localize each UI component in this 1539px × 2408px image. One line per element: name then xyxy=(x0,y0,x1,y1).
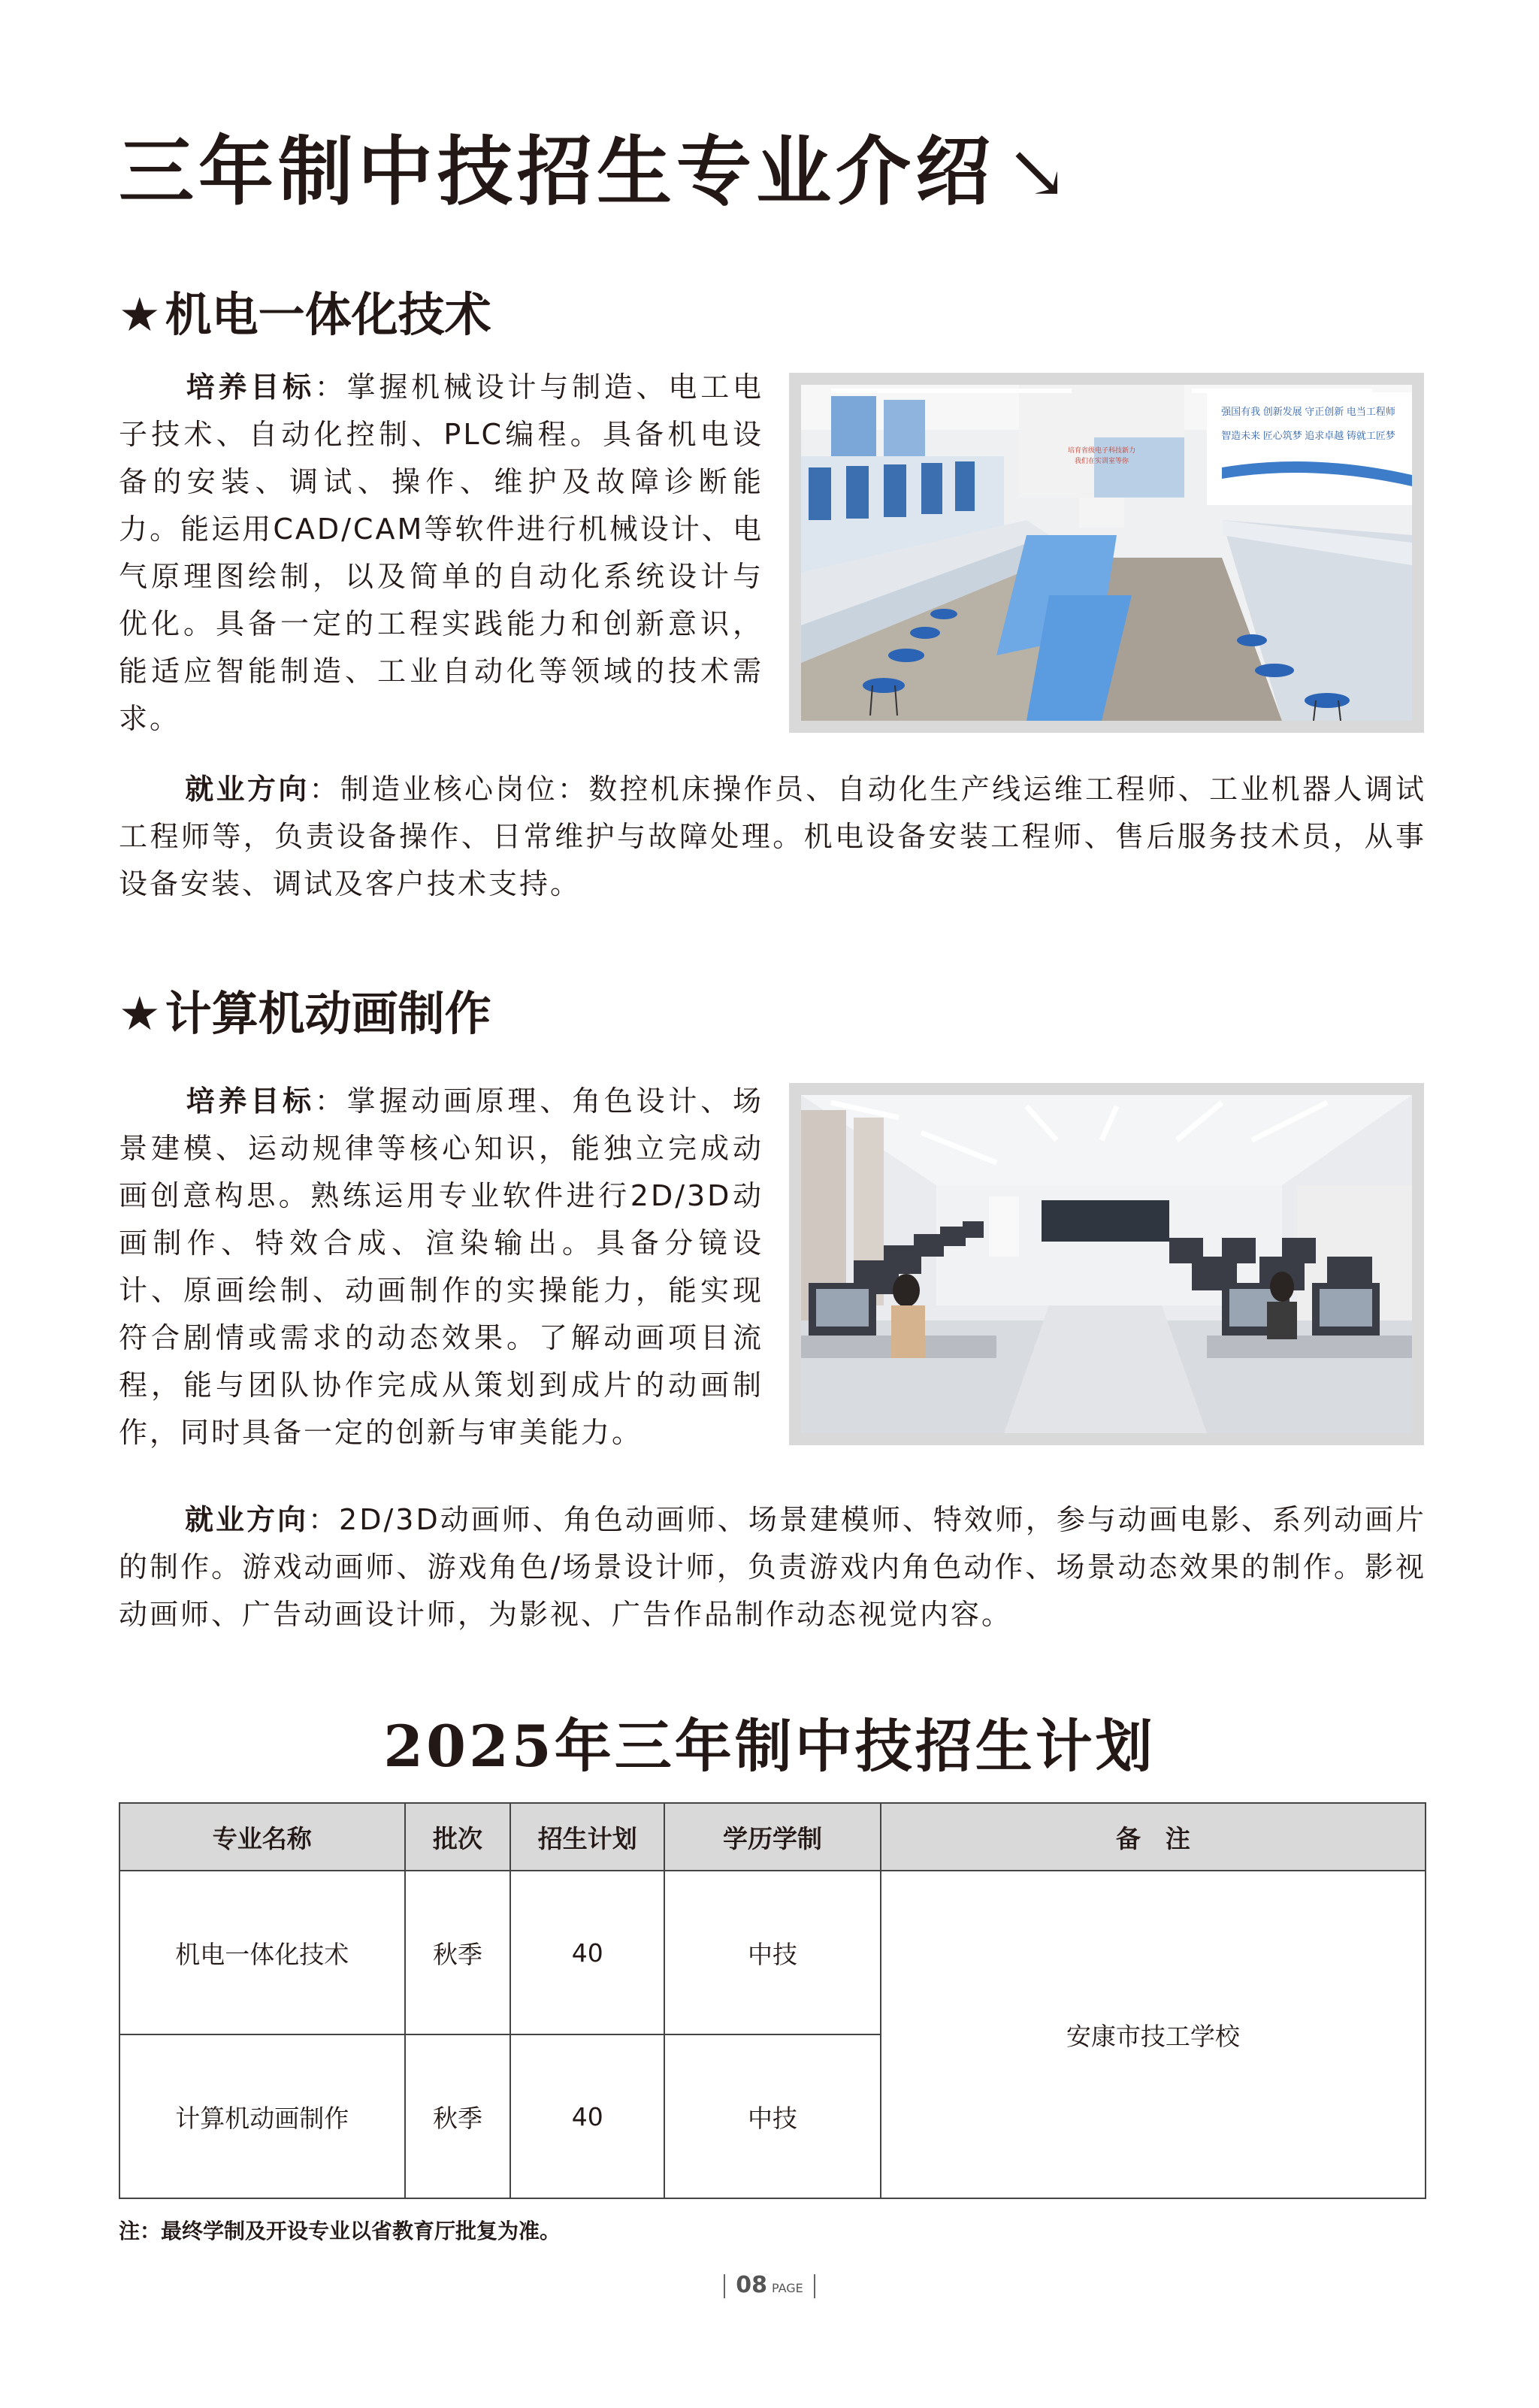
employment-paragraph xyxy=(119,1496,1426,1638)
employment-text: ：制造业核心岗位：数控机床操作员、自动化生产线运维工程师、工业机器人调试工程师等，负责设备操作、日常维护与故障处理。机电设备安装工程师、售后服务技术员，从事设备安装、调试及客户技术支持。 xyxy=(119,773,1426,900)
training-goal-label: 培养目标 xyxy=(185,371,315,404)
quota-cell: 40 xyxy=(510,1871,664,2034)
star-icon: ★ xyxy=(119,287,161,342)
column-header-major: 专业名称 xyxy=(119,1803,405,1871)
page-word: PAGE xyxy=(771,2281,803,2295)
major-cell: 计算机动画制作 xyxy=(119,2034,405,2198)
level-cell: 中技 xyxy=(664,2034,881,2198)
section-heading-mechatronics xyxy=(119,287,491,342)
divider xyxy=(724,2274,725,2298)
level-cell: 中技 xyxy=(664,1871,881,2034)
computer-lab-illustration xyxy=(801,1095,1412,1433)
major-cell: 机电一体化技术 xyxy=(119,1871,405,2034)
lab-banner-2: 智造未来 匠心筑梦 追求卓越 铸就工匠梦 xyxy=(1221,430,1395,441)
training-goal-paragraph xyxy=(119,364,763,743)
footnote: 注：最终学制及开设专业以省教育厅批复为准。 xyxy=(119,2219,561,2243)
column-header-remark: 备 注 xyxy=(881,1803,1426,1871)
batch-cell: 秋季 xyxy=(405,1871,511,2034)
section-heading-animation xyxy=(119,986,491,1041)
page-title-text: 三年制中技招生专业介绍 xyxy=(119,127,995,216)
lab-slogan-2: 我们在实训室等你 xyxy=(1074,457,1129,464)
column-header-quota: 招生计划 xyxy=(510,1803,664,1871)
page-number xyxy=(0,2274,1539,2298)
arrow-down-right-icon: ↘ xyxy=(1005,128,1073,216)
table-header-row xyxy=(119,1803,1426,1871)
training-goal-paragraph xyxy=(119,1078,763,1457)
column-header-batch: 批次 xyxy=(405,1803,511,1871)
training-goal-label: 培养目标 xyxy=(185,1085,315,1118)
computer-lab-photo xyxy=(789,1083,1424,1445)
employment-label: 就业方向 xyxy=(185,1503,309,1536)
enrollment-plan-table xyxy=(119,1802,1426,2199)
page-title xyxy=(119,127,1073,216)
batch-cell: 秋季 xyxy=(405,2034,511,2198)
section-title: 机电一体化技术 xyxy=(165,287,491,342)
lab-banner-1: 强国有我 创新发展 守正创新 电当工程师 xyxy=(1221,406,1395,417)
lab-slogan-1: 培育省级电子科技新力 xyxy=(1067,446,1136,454)
section-title: 计算机动画制作 xyxy=(165,986,491,1041)
quota-cell: 40 xyxy=(510,2034,664,2198)
table-row xyxy=(119,1871,1426,2034)
page-number-value: 08 xyxy=(736,2272,767,2298)
star-icon: ★ xyxy=(119,986,161,1041)
employment-label: 就业方向 xyxy=(185,773,310,806)
mechatronics-lab-photo xyxy=(789,373,1424,733)
lab-illustration xyxy=(801,385,1412,721)
column-header-level: 学历学制 xyxy=(664,1803,881,1871)
training-goal-text: ：掌握动画原理、角色设计、场景建模、运动规律等核心知识，能独立完成动画创意构思。熟练运用专业软件进行2D/3D动画制作、特效合成、渲染输出。具备分镜设计、原画绘制、动画制作的实操能力，能实现符合剧情或需求的动态效果。了解动画项目流程，能与团队协作完成从策划到成片的动画制作，同时具备一定的创新与审美能力。 xyxy=(119,1085,763,1449)
remark-cell: 安康市技工学校 xyxy=(881,1871,1426,2198)
enrollment-plan-title: 2025年三年制中技招生计划 xyxy=(383,1713,1156,1780)
employment-text: ：2D/3D动画师、角色动画师、场景建模师、特效师，参与动画电影、系列动画片的制作。游戏动画师、游戏角色/场景设计师，负责游戏内角色动作、场景动态效果的制作。影视动画师、广告动画设计师，为影视、广告作品制作动态视觉内容。 xyxy=(119,1503,1426,1631)
training-goal-text: ：掌握机械设计与制造、电工电子技术、自动化控制、PLC编程。具备机电设备的安装、调试、操作、维护及故障诊断能力。能运用CAD/CAM等软件进行机械设计、电气原理图绘制，以及简单的自动化系统设计与优化。具备一定的工程实践能力和创新意识，能适应智能制造、工业自动化等领域的技术需求。 xyxy=(119,371,763,735)
divider xyxy=(814,2274,815,2298)
employment-paragraph xyxy=(119,766,1426,908)
